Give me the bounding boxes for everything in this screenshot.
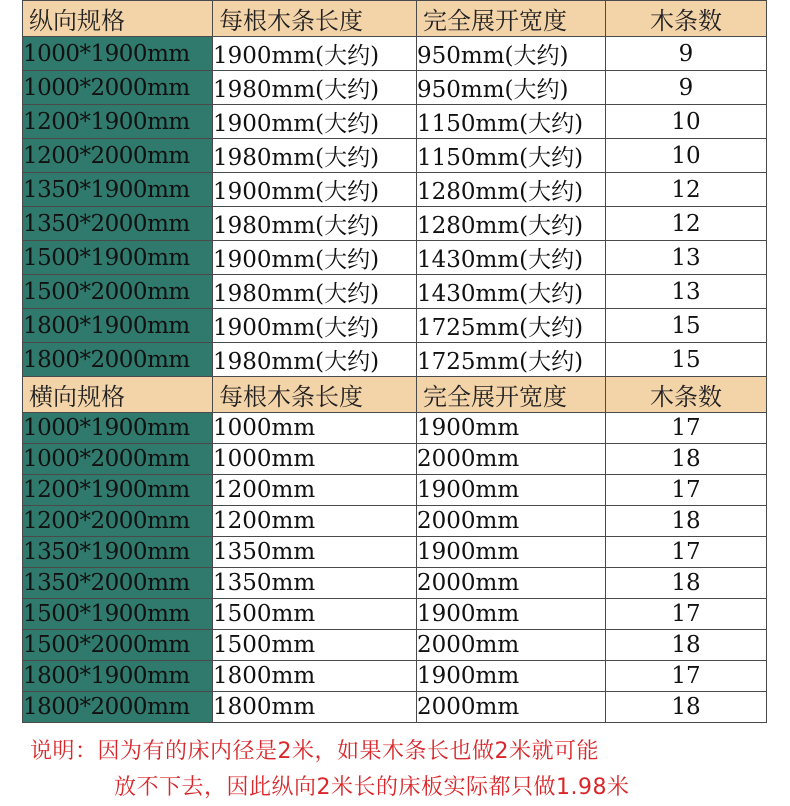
unfolded-width-cell: 2000mm xyxy=(417,444,606,475)
table-row xyxy=(23,139,767,173)
slat-length-cell: 1900mm(大约) xyxy=(213,105,417,139)
table-row xyxy=(23,37,767,71)
unfolded-width-cell: 2000mm xyxy=(417,506,606,537)
spec-size-cell: 1000*2000mm xyxy=(23,71,213,105)
slat-count-cell: 18 xyxy=(606,692,767,723)
spec-size-cell: 1500*1900mm xyxy=(23,599,213,630)
slat-count-cell: 9 xyxy=(606,37,767,71)
unfolded-width-cell: 1900mm xyxy=(417,475,606,506)
slat-count-cell: 15 xyxy=(606,309,767,343)
column-header: 纵向规格 xyxy=(23,1,213,37)
table-row xyxy=(23,413,767,444)
table-row xyxy=(23,599,767,630)
column-header: 木条数 xyxy=(606,377,767,413)
slat-count-cell: 17 xyxy=(606,475,767,506)
slat-length-cell: 1500mm xyxy=(213,630,417,661)
table-row xyxy=(23,630,767,661)
table-row xyxy=(23,475,767,506)
table-row xyxy=(23,105,767,139)
unfolded-width-cell: 1900mm xyxy=(417,537,606,568)
unfolded-width-cell: 1430mm(大约) xyxy=(417,275,606,309)
slat-count-cell: 17 xyxy=(606,537,767,568)
slat-length-cell: 1500mm xyxy=(213,599,417,630)
column-header: 完全展开宽度 xyxy=(417,377,606,413)
note-line-2: 放不下去，因此纵向2米长的床板实际都只做1.98米 xyxy=(114,775,630,800)
spec-size-cell: 1800*1900mm xyxy=(23,661,213,692)
table-row xyxy=(23,568,767,599)
table-row xyxy=(23,275,767,309)
table-row xyxy=(23,692,767,723)
slat-count-cell: 9 xyxy=(606,71,767,105)
spec-size-cell: 1000*2000mm xyxy=(23,444,213,475)
column-header: 木条数 xyxy=(606,1,767,37)
note-line-1: 说明：因为有的床内径是2米，如果木条长也做2米就可能 xyxy=(30,739,599,764)
spec-size-cell: 1000*1900mm xyxy=(23,37,213,71)
slat-length-cell: 1980mm(大约) xyxy=(213,207,417,241)
spec-size-cell: 1200*2000mm xyxy=(23,506,213,537)
spec-size-cell: 1200*1900mm xyxy=(23,105,213,139)
table-row xyxy=(23,661,767,692)
slat-length-cell: 1000mm xyxy=(213,413,417,444)
slat-length-cell: 1350mm xyxy=(213,568,417,599)
unfolded-width-cell: 1900mm xyxy=(417,413,606,444)
table-row xyxy=(23,537,767,568)
slat-length-cell: 1800mm xyxy=(213,692,417,723)
slat-length-cell: 1000mm xyxy=(213,444,417,475)
spec-size-cell: 1500*2000mm xyxy=(23,630,213,661)
spec-size-cell: 1800*2000mm xyxy=(23,343,213,377)
column-header: 每根木条长度 xyxy=(213,377,417,413)
spec-table xyxy=(22,0,767,723)
slat-length-cell: 1980mm(大约) xyxy=(213,275,417,309)
unfolded-width-cell: 1725mm(大约) xyxy=(417,309,606,343)
unfolded-width-cell: 1430mm(大约) xyxy=(417,241,606,275)
column-header: 横向规格 xyxy=(23,377,213,413)
slat-count-cell: 15 xyxy=(606,343,767,377)
unfolded-width-cell: 2000mm xyxy=(417,568,606,599)
note-text xyxy=(30,734,770,806)
table-row xyxy=(23,309,767,343)
slat-length-cell: 1900mm(大约) xyxy=(213,309,417,343)
slat-count-cell: 17 xyxy=(606,413,767,444)
unfolded-width-cell: 2000mm xyxy=(417,630,606,661)
spec-size-cell: 1350*2000mm xyxy=(23,207,213,241)
section-header-row xyxy=(23,1,767,37)
unfolded-width-cell: 1725mm(大约) xyxy=(417,343,606,377)
slat-count-cell: 12 xyxy=(606,207,767,241)
slat-count-cell: 18 xyxy=(606,444,767,475)
spec-size-cell: 1200*2000mm xyxy=(23,139,213,173)
spec-size-cell: 1200*1900mm xyxy=(23,475,213,506)
spec-size-cell: 1500*1900mm xyxy=(23,241,213,275)
spec-size-cell: 1800*1900mm xyxy=(23,309,213,343)
table-row xyxy=(23,71,767,105)
slat-count-cell: 17 xyxy=(606,661,767,692)
table-row xyxy=(23,207,767,241)
slat-count-cell: 18 xyxy=(606,630,767,661)
table-row xyxy=(23,343,767,377)
slat-length-cell: 1980mm(大约) xyxy=(213,139,417,173)
spec-table-container xyxy=(22,0,766,723)
table-row xyxy=(23,506,767,537)
unfolded-width-cell: 1150mm(大约) xyxy=(417,105,606,139)
spec-size-cell: 1350*2000mm xyxy=(23,568,213,599)
slat-length-cell: 1980mm(大约) xyxy=(213,71,417,105)
spec-size-cell: 1350*1900mm xyxy=(23,537,213,568)
unfolded-width-cell: 1150mm(大约) xyxy=(417,139,606,173)
unfolded-width-cell: 2000mm xyxy=(417,692,606,723)
spec-size-cell: 1350*1900mm xyxy=(23,173,213,207)
column-header: 完全展开宽度 xyxy=(417,1,606,37)
slat-count-cell: 18 xyxy=(606,506,767,537)
unfolded-width-cell: 1280mm(大约) xyxy=(417,207,606,241)
spec-size-cell: 1800*2000mm xyxy=(23,692,213,723)
slat-length-cell: 1900mm(大约) xyxy=(213,241,417,275)
slat-count-cell: 13 xyxy=(606,275,767,309)
slat-count-cell: 13 xyxy=(606,241,767,275)
spec-table-body xyxy=(23,1,767,723)
section-header-row xyxy=(23,377,767,413)
table-row xyxy=(23,241,767,275)
spec-size-cell: 1000*1900mm xyxy=(23,413,213,444)
table-row xyxy=(23,444,767,475)
slat-length-cell: 1200mm xyxy=(213,506,417,537)
column-header: 每根木条长度 xyxy=(213,1,417,37)
unfolded-width-cell: 1280mm(大约) xyxy=(417,173,606,207)
table-row xyxy=(23,173,767,207)
slat-count-cell: 12 xyxy=(606,173,767,207)
slat-count-cell: 18 xyxy=(606,568,767,599)
slat-count-cell: 17 xyxy=(606,599,767,630)
unfolded-width-cell: 1900mm xyxy=(417,661,606,692)
slat-length-cell: 1800mm xyxy=(213,661,417,692)
slat-length-cell: 1980mm(大约) xyxy=(213,343,417,377)
slat-length-cell: 1900mm(大约) xyxy=(213,173,417,207)
slat-length-cell: 1900mm(大约) xyxy=(213,37,417,71)
slat-length-cell: 1350mm xyxy=(213,537,417,568)
slat-count-cell: 10 xyxy=(606,139,767,173)
slat-count-cell: 10 xyxy=(606,105,767,139)
unfolded-width-cell: 1900mm xyxy=(417,599,606,630)
unfolded-width-cell: 950mm(大约) xyxy=(417,37,606,71)
spec-size-cell: 1500*2000mm xyxy=(23,275,213,309)
unfolded-width-cell: 950mm(大约) xyxy=(417,71,606,105)
slat-length-cell: 1200mm xyxy=(213,475,417,506)
